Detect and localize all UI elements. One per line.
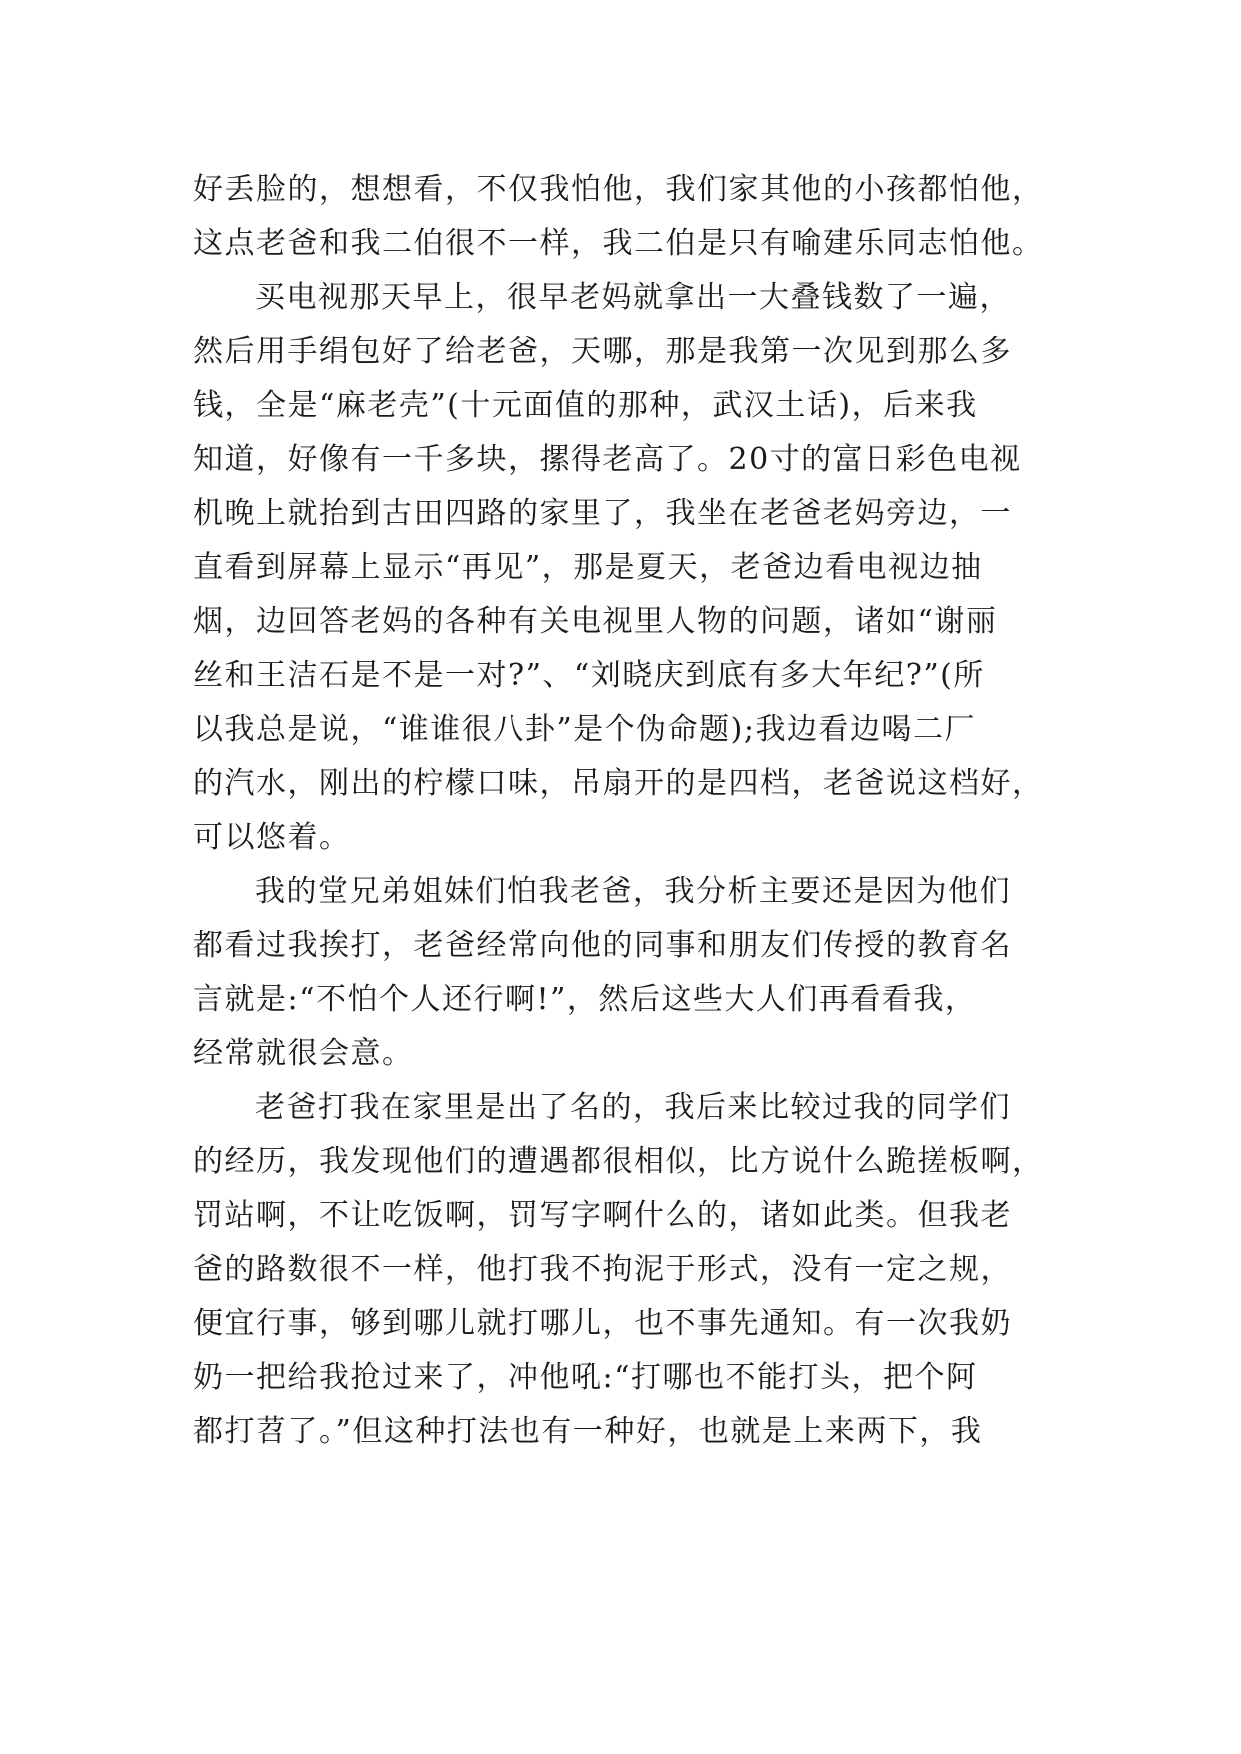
text-line: 好丢脸的，想想看，不仅我怕他，我们家其他的小孩都怕他， <box>193 172 1044 207</box>
text-line: 买电视那天早上，很早老妈就拿出一大叠钱数了一遍， <box>255 280 1011 315</box>
text-line: 丝和王洁石是不是一对?”、“刘晓庆到底有多大年纪?”(所 <box>193 658 985 693</box>
text-line: 的汽水，刚出的柠檬口味，吊扇开的是四档，老爸说这档好， <box>193 766 1044 801</box>
text-line: 这点老爸和我二伯很不一样，我二伯是只有喻建乐同志怕他。 <box>193 226 1044 261</box>
text-line: 直看到屏幕上显示“再见”，那是夏天，老爸边看电视边抽 <box>193 550 983 585</box>
document-body <box>193 163 1073 1459</box>
text-line: 的经历，我发现他们的遭遇都很相似，比方说什么跪搓板啊， <box>193 1144 1044 1179</box>
text-line: 钱，全是“麻老壳”(十元面值的那种，武汉土话)，后来我 <box>193 388 978 423</box>
text-line: 烟，边回答老妈的各种有关电视里人物的问题，诸如“谢丽 <box>193 604 998 639</box>
text-line: 可以悠着。 <box>193 820 351 855</box>
text-line: 我的堂兄弟姐妹们怕我老爸，我分析主要还是因为他们 <box>255 874 1011 909</box>
text-line: 机晚上就抬到古田四路的家里了，我坐在老爸老妈旁边，一 <box>193 496 1012 531</box>
text-line: 爸的路数很不一样，他打我不拘泥于形式，没有一定之规， <box>193 1252 1012 1287</box>
text-line: 以我总是说，“谁谁很八卦”是个伪命题);我边看边喝二厂 <box>193 712 976 747</box>
text-line: 奶一把给我抢过来了，冲他吼:“打哪也不能打头，把个阿 <box>193 1360 978 1395</box>
text-line: 罚站啊，不让吃饭啊，罚写字啊什么的，诸如此类。但我老 <box>193 1198 1012 1233</box>
text-line: 都看过我挨打，老爸经常向他的同事和朋友们传授的教育名 <box>193 928 1012 963</box>
text-line: 知道，好像有一千多块，摞得老高了。20寸的富日彩色电视 <box>193 442 1022 477</box>
text-line: 便宜行事，够到哪儿就打哪儿，也不事先通知。有一次我奶 <box>193 1306 1012 1341</box>
text-line: 老爸打我在家里是出了名的，我后来比较过我的同学们 <box>255 1090 1011 1125</box>
text-line: 都打苕了。”但这种打法也有一种好，也就是上来两下，我 <box>193 1414 983 1449</box>
text-line: 然后用手绢包好了给老爸，天哪，那是我第一次见到那么多 <box>193 334 1012 369</box>
text-line: 经常就很会意。 <box>193 1036 414 1071</box>
text-line: 言就是:“不怕个人还行啊!”，然后这些大人们再看看我， <box>193 982 977 1017</box>
